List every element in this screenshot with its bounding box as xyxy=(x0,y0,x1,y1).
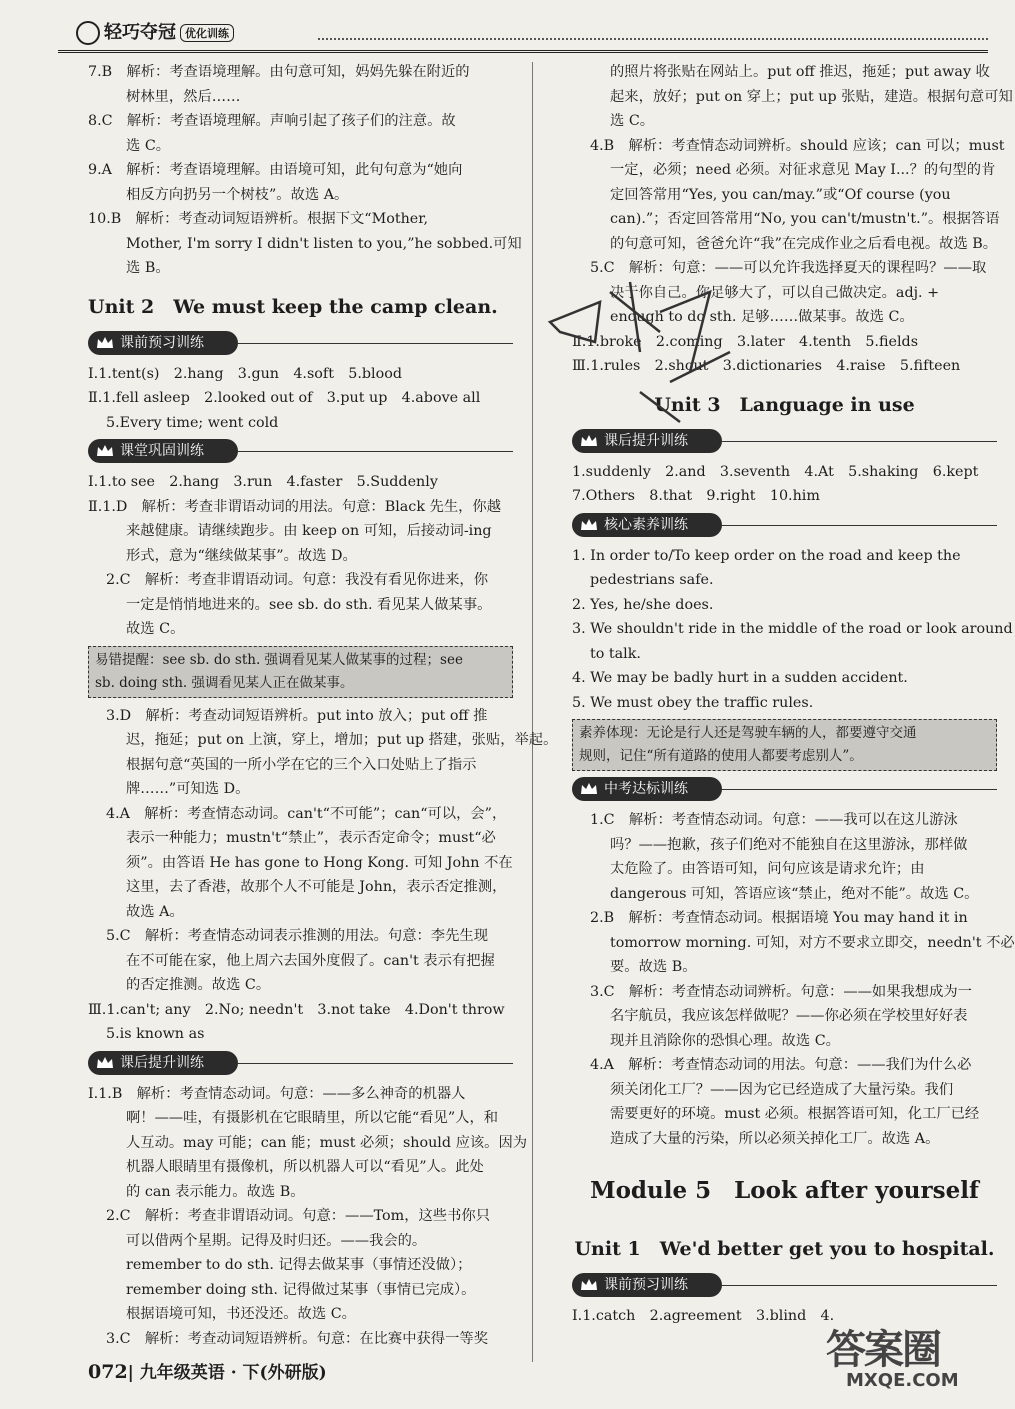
text-line: 7.Others 8.that 9.right 10.him xyxy=(572,488,820,504)
text-line: 一定，必须；need 必须。对征求意见 May I...？的句型的肯 xyxy=(610,162,996,178)
text-line: 选 C。 xyxy=(610,113,655,129)
text-line: 3. We shouldn't ride in the middle of the road or look around xyxy=(572,621,1013,637)
left-column xyxy=(88,60,558,1351)
section-bar xyxy=(572,1273,997,1298)
text-line: 太危险了。由答语可知，问句应该是请求允许；由 xyxy=(610,861,925,877)
text-line: 机器人眼睛里有摄像机，所以机器人可以“看见”人。此处 xyxy=(126,1159,484,1175)
section-rule xyxy=(238,451,513,452)
text-line: remember to do sth. 记得去做某事（事情还没做）； xyxy=(126,1257,472,1273)
header-dotted-rule xyxy=(318,38,988,40)
section-label xyxy=(572,1273,722,1297)
text-line: Ⅱ.1.D 解析：考查非谓语动词的用法。句意：Black 先生，你越 xyxy=(88,498,502,515)
crown-icon xyxy=(96,444,114,457)
text-line: 人互动。may 可能；can 能；must 必须；should 应该。因为 xyxy=(126,1134,528,1151)
text-line: 2. Yes, he/she does. xyxy=(572,596,714,613)
text-line: 选 C。 xyxy=(126,137,171,154)
tip-line: 素养体现：无论是行人还是驾驶车辆的人，都要遵守交通 xyxy=(579,725,917,741)
section-title: 课前预习训练 xyxy=(120,334,204,351)
text-line: enough to do sth. 足够……做某事。故选 C。 xyxy=(610,309,914,325)
section-label xyxy=(88,331,238,355)
text-line: Ⅰ.1.tent(s) 2.hang 3.gun 4.soft 5.blood xyxy=(88,365,402,382)
text-line: 1.suddenly 2.and 3.seventh 4.At 5.shaking 6.kept xyxy=(572,463,979,480)
text-line: 2.C 解析：考查非谓语动词。句意：——Tom，这些书你只 xyxy=(106,1208,490,1224)
section-bar xyxy=(88,1051,513,1076)
text-line: Ⅱ.1.fell asleep 2.looked out of 3.put up 4.above all xyxy=(88,390,481,406)
text-line: 的句意可知，爸爸允许“我”在完成作业之后看电视。故选 B。 xyxy=(610,235,998,252)
module-heading: Module 5 Look after yourself xyxy=(590,1177,979,1204)
section-bar xyxy=(572,777,997,802)
text-line: 2.B 解析：考查情态动词。根据语境 You may hand it in xyxy=(590,910,968,926)
text-line: 的照片将张贴在网站上。put off 推迟，拖延；put away 收 xyxy=(610,64,990,80)
section-label xyxy=(572,513,722,537)
section-rule xyxy=(722,441,997,442)
text-line: 可以借两个星期。记得及时归还。——我会的。 xyxy=(126,1232,427,1249)
watermark-url: MXQE.COM xyxy=(846,1370,959,1391)
text-line: 5.C 解析：句意：——可以允许我选择夏天的课程吗？——取 xyxy=(590,260,987,276)
crown-icon xyxy=(580,518,598,531)
text-line: 3.C 解析：考查情态动词辨析。句意：——如果我想成为一 xyxy=(590,983,972,1000)
text-line: 要。故选 B。 xyxy=(610,959,697,975)
text-line: 来越健康。请继续跑步。由 keep on 可知，后接动词-ing xyxy=(126,523,492,539)
text-line: tomorrow morning. 可知，对方不要求立即交，needn't 不必 xyxy=(610,934,1015,951)
brand-logo xyxy=(76,18,234,45)
text-line: 啊！——哇，有摄影机在它眼睛里，所以它能“看见”人，和 xyxy=(126,1110,499,1126)
text-line: 5.is known as xyxy=(106,1026,205,1042)
text-line: 决于你自己。你足够大了，可以自己做决定。adj. + xyxy=(610,284,940,301)
text-line: Ⅲ.1.can't; any 2.No; needn't 3.not take 4.Don't throw xyxy=(88,1001,505,1018)
tip-line: 易错提醒：see sb. do sth. 强调看见某人做某事的过程；see xyxy=(95,651,463,668)
text-line: 起来，放好；put on 穿上；put up 张贴，建造。根据句意可知 xyxy=(610,88,1013,105)
text-line: 1.C 解析：考查情态动词。句意：——我可以在这儿游泳 xyxy=(590,812,958,828)
crown-icon xyxy=(580,1278,598,1291)
tip-line: 规则，记住“所有道路的使用人都要考虑别人”。 xyxy=(579,748,863,764)
crown-icon xyxy=(580,434,598,447)
section-label xyxy=(572,777,722,801)
text-line: 5. We must obey the traffic rules. xyxy=(572,694,814,711)
text-line: to talk. xyxy=(590,645,641,662)
unit-heading: Unit 2 We must keep the camp clean. xyxy=(88,295,498,318)
handwritten-scribble xyxy=(540,262,760,432)
text-line: dangerous 可知，答语应该“禁止，绝对不能”。故选 C。 xyxy=(610,885,979,902)
text-line: 9.A 解析：考查语境理解。由语境可知，此句句意为“她向 xyxy=(88,162,463,178)
text-line: 4.B 解析：考查情态动词辨析。should 应该；can 可以；must xyxy=(590,137,1005,154)
text-line: Mother, I'm sorry I didn't listen to you,”he sobbed.可知 xyxy=(126,235,522,252)
section-title: 课后提升训练 xyxy=(604,432,688,449)
unit-heading: Unit 3 Language in use xyxy=(654,393,915,416)
crown-icon xyxy=(96,336,114,349)
text-line: 故选 C。 xyxy=(126,621,185,637)
text-line: 的否定推测。故选 C。 xyxy=(126,977,271,993)
column-divider xyxy=(532,62,533,1362)
text-line: 1. In order to/To keep order on the road and keep the xyxy=(572,547,961,564)
text-line: 4.A 解析：考查情态动词。can't“不可能”；can“可以，会”， xyxy=(106,805,507,822)
section-rule xyxy=(238,343,513,344)
section-title: 课前预习训练 xyxy=(604,1277,688,1293)
tip-box xyxy=(88,646,513,698)
watermark-logo: 答案圈 xyxy=(826,1327,940,1373)
text-line: 须”。由答语 He has gone to Hong Kong. 可知 John 不在 xyxy=(126,854,513,871)
watermark xyxy=(826,1318,986,1400)
text-line: 4.A 解析：考查情态动词的用法。句意：——我们为什么必 xyxy=(590,1057,972,1073)
section-label xyxy=(88,439,238,463)
section-bar xyxy=(88,331,513,356)
text-line: 10.B 解析：考查动词短语辨析。根据下文“Mother, xyxy=(88,211,429,227)
text-line: 一定是悄悄地进来的。see sb. do sth. 看见某人做某事。 xyxy=(126,596,492,613)
text-line: 4. We may be badly hurt in a sudden accident. xyxy=(572,670,908,686)
text-line: 须关闭化工厂？——因为它已经造成了大量污染。我们 xyxy=(610,1081,954,1098)
text-line: 相反方向扔另一个树枝”。故选 A。 xyxy=(126,186,349,203)
text-line: 需要更好的环境。must 必须。根据答语可知，化工厂已经 xyxy=(610,1106,980,1122)
text-line: 迟，拖延；put on 上演，穿上，增加；put up 搭建，张贴，举起。 xyxy=(126,732,558,748)
text-line: 牌……”可知选 D。 xyxy=(126,781,250,797)
text-line: 8.C 解析：考查语境理解。声响引起了孩子们的注意。故 xyxy=(88,113,456,129)
text-line: 根据句意“英国的一所小学在它的三个入口处贴上了指示 xyxy=(126,756,477,773)
text-line: Ⅰ.1.B 解析：考查情态动词。句意：——多么神奇的机器人 xyxy=(88,1085,466,1102)
crown-icon xyxy=(580,782,598,795)
text-line: 定回答常用“Yes, you can/may.”或“Of course (you xyxy=(610,186,951,203)
tip-box xyxy=(572,719,997,771)
unit-heading: Unit 1 We'd better get you to hospital. xyxy=(574,1238,995,1260)
text-line: Ⅰ.1.catch 2.agreement 3.blind 4. xyxy=(572,1308,835,1324)
brand-name: 轻巧夺冠 xyxy=(104,22,176,43)
text-line: 3.D 解析：考查动词短语辨析。put into 放入；put off 推 xyxy=(106,707,488,724)
text-line: 5.Every time; went cold xyxy=(106,414,279,431)
text-line: pedestrians safe. xyxy=(590,572,714,588)
book-title: 九年级英语 · 下(外研版) xyxy=(139,1363,327,1383)
page-number: 072 xyxy=(88,1361,128,1383)
text-line: 根据语境可知，书还没还。故选 C。 xyxy=(126,1306,356,1322)
section-label xyxy=(572,429,722,453)
text-line: can).”；否定回答常用“No, you can't/mustn't.”。根据答语 xyxy=(610,211,1000,227)
mascot-icon xyxy=(76,21,100,45)
text-line: 故选 A。 xyxy=(126,903,184,920)
text-line: 的 can 表示能力。故选 B。 xyxy=(126,1183,305,1200)
text-line: 树林里，然后…… xyxy=(126,88,241,105)
section-title: 中考达标训练 xyxy=(604,781,688,797)
text-line: Ⅰ.1.to see 2.hang 3.run 4.faster 5.Suddenly xyxy=(88,474,438,490)
text-line: 吗？——抱歉，孩子们绝对不能独自在这里游泳，那样做 xyxy=(610,836,968,853)
text-line: 3.C 解析：考查动词短语辨析。句意：在比赛中获得一等奖 xyxy=(106,1330,488,1347)
page-header xyxy=(58,14,988,53)
text-line: 现并且消除你的恐惧心理。故选 C。 xyxy=(610,1032,840,1049)
section-rule xyxy=(722,789,997,790)
text-line: 5.C 解析：考查情态动词表示推测的用法。句意：李先生现 xyxy=(106,928,488,944)
text-line: Ⅲ.1.rules 2.shout 3.dictionaries 4.raise 5.fifteen xyxy=(572,358,961,374)
text-line: 选 B。 xyxy=(126,260,170,276)
text-line: 2.C 解析：考查非谓语动词。句意：我没有看见你进来，你 xyxy=(106,572,488,588)
section-title: 课后提升训练 xyxy=(120,1054,204,1071)
section-title: 课堂巩固训练 xyxy=(120,443,204,459)
section-label xyxy=(88,1051,238,1075)
brand-tag: 优化训练 xyxy=(180,24,234,42)
text-line: 这里，去了香港，故那个人不可能是 John，表示否定推测， xyxy=(126,879,507,895)
text-line: 名宇航员，我应该怎样做呢？——你必须在学校里好好表 xyxy=(610,1008,968,1024)
right-column xyxy=(572,60,1015,1329)
text-line: Ⅱ.1.broke 2.coming 3.later 4.tenth 5.fields xyxy=(572,333,919,350)
text-line: 7.B 解析：考查语境理解。由句意可知，妈妈先躲在附近的 xyxy=(88,64,470,80)
text-line: 表示一种能力；mustn't“禁止”，表示否定命令；must“必 xyxy=(126,830,496,846)
page-footer: 072| 九年级英语 · 下(外研版) xyxy=(88,1361,327,1383)
crown-icon xyxy=(96,1056,114,1069)
text-line: 形式，意为“继续做某事”。故选 D。 xyxy=(126,547,357,564)
section-bar xyxy=(572,513,997,538)
text-line: remember doing sth. 记得做过某事（事情已完成）。 xyxy=(126,1281,476,1298)
section-bar xyxy=(572,429,997,454)
section-bar xyxy=(88,439,513,464)
section-rule xyxy=(722,525,997,526)
tip-line: sb. doing sth. 强调看见某人正在做某事。 xyxy=(95,674,354,691)
text-line: 在不可能在家，他上周六去国外度假了。can't 表示有把握 xyxy=(126,952,495,969)
text-line: 造成了大量的污染，所以必须关掉化工厂。故选 A。 xyxy=(610,1130,940,1147)
section-rule xyxy=(238,1063,513,1064)
section-title: 核心素养训练 xyxy=(604,516,688,533)
section-rule xyxy=(722,1285,997,1286)
